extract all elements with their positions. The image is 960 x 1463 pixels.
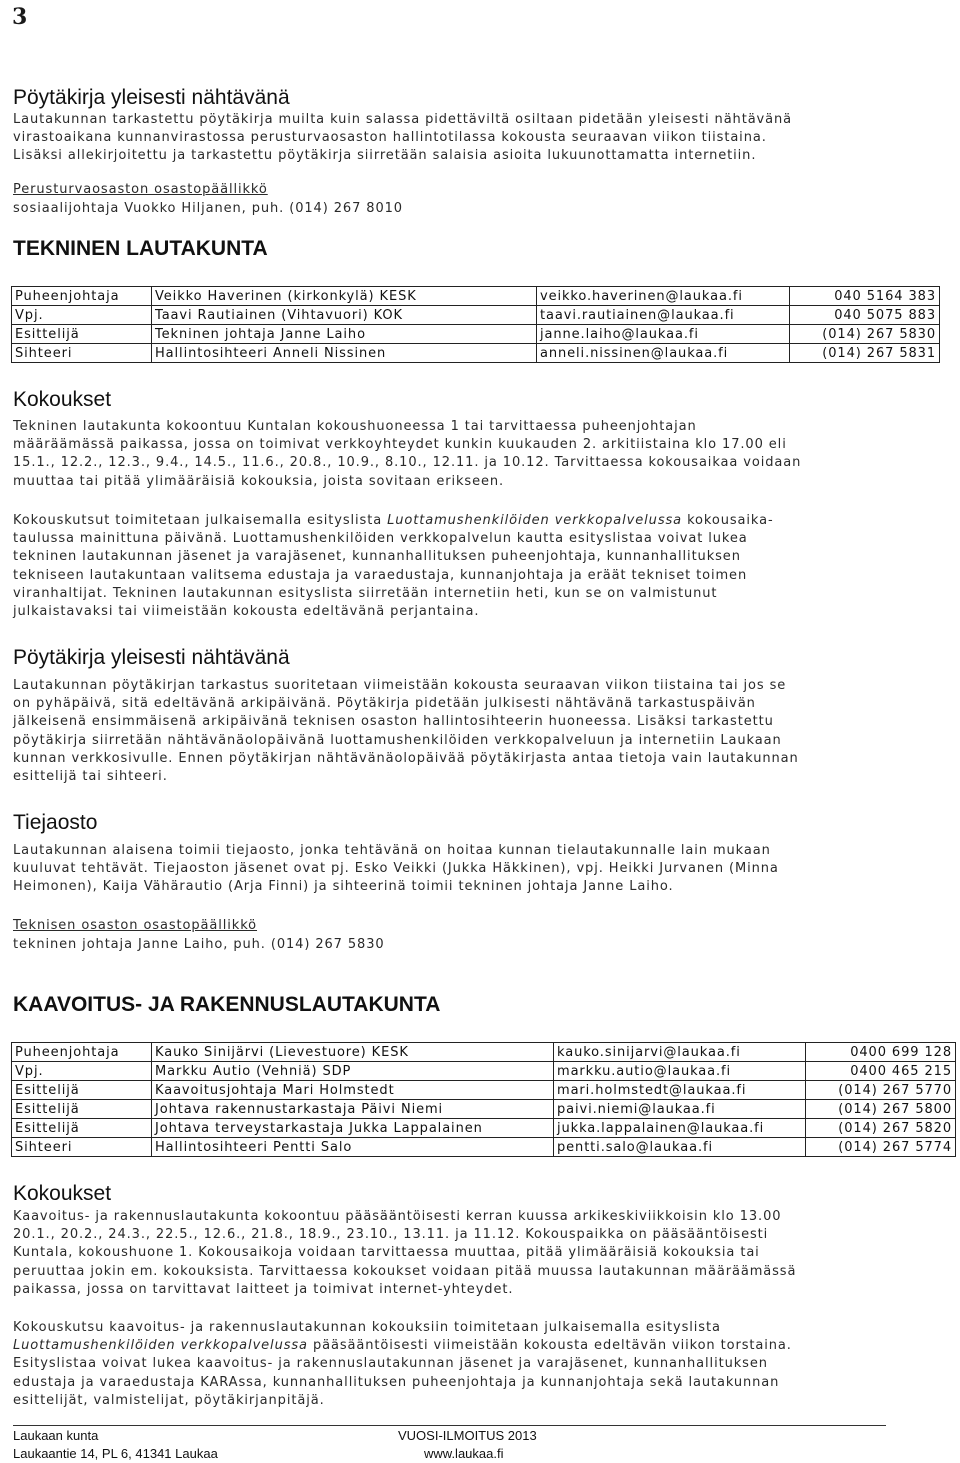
- footer-address: Laukaantie 14, PL 6, 41341 Laukaa: [13, 1446, 218, 1461]
- text-line: Lisäksi allekirjoitettu ja tarkastettu pöytäkirja siirretään salaisia asioita lukuunottamatta internetiin.: [13, 148, 757, 164]
- department-head-contact: tekninen johtaja Janne Laiho, puh. (014) 267 5830: [13, 937, 385, 952]
- footer-organization: Laukaan kunta: [13, 1428, 99, 1443]
- phone-cell: (014) 267 5800: [806, 1100, 956, 1119]
- email-cell: jukka.lappalainen@laukaa.fi: [554, 1119, 806, 1138]
- department-head-label: Teknisen osaston osastopäällikkö: [13, 918, 258, 933]
- table-row: [12, 344, 940, 363]
- name-cell: Hallintosihteeri Anneli Nissinen: [152, 344, 537, 363]
- text-line: pöytäkirja siirretään nähtävänäolopäivänä luottamushenkilöiden verkkopalveluun ja internetiin Laukaan: [13, 732, 782, 748]
- text-line: Lautakunnan tarkastettu pöytäkirja muilta kuin salassa pidettäviltä osiltaan pidetään yleisesti nähtävänä: [13, 112, 793, 127]
- email-cell: mari.holmstedt@laukaa.fi: [554, 1081, 806, 1100]
- text-line: muuttaa tai pitää ylimääräisiä kokouksia, joista sovitaan erikseen.: [13, 473, 505, 489]
- text-line: 20.1., 20.2., 24.3., 22.5., 12.6., 21.8., 18.9., 23.10., 13.11. ja 11.12. Kokouspaikka on pääsääntöisesti: [13, 1227, 769, 1243]
- text-line: [13, 1337, 948, 1355]
- page-number: 3: [12, 4, 28, 30]
- text-line: esittelijät, valmistelijat, pöytäkirjanpitäjä.: [13, 1392, 325, 1408]
- table-row: [12, 287, 940, 306]
- section-heading-poytakirja: Pöytäkirja yleisesti nähtävänä: [13, 86, 290, 109]
- footer-website: www.laukaa.fi: [424, 1446, 504, 1461]
- text-line: virastoaikana kunnanvirastossa perusturvaosaston hallintotilassa kokousta seuraavan viikon tiistaina.: [13, 130, 767, 146]
- committee-title-tekninen: TEKNINEN LAUTAKUNTA: [13, 237, 268, 260]
- text-line: esittelijä tai sihteeri.: [13, 769, 168, 785]
- table-row: [12, 325, 940, 344]
- poytakirja-paragraph: [13, 111, 948, 166]
- text-line: 15.1., 12.2., 12.3., 9.4., 14.5., 11.6., 20.8., 10.9., 8.10., 12.11. ja 10.12. Tarvittaessa kokousaikaa voidaan: [13, 455, 802, 471]
- text-line: Kokouskutsu kaavoitus- ja rakennuslautakunnan kokouksiin toimitetaan julkaisemalla esityslista: [13, 1320, 721, 1335]
- members-table-kaavoitus: [11, 1042, 956, 1157]
- poytakirja-tekninen-paragraph: [13, 677, 948, 786]
- role-cell: Vpj.: [12, 1062, 152, 1081]
- text-line: Kuntala, kokoushuone 1. Kokousaikoja voidaan tarvittaessa muuttaa, pitää ylimääräisiä kokouksia tai: [13, 1245, 760, 1261]
- phone-cell: (014) 267 5820: [806, 1119, 956, 1138]
- text-line: kuuluvat tehtävät. Tiejaoston jäsenet ovat pj. Esko Veikki (Jukka Häkkinen), vpj. Heikki Jurvanen (Minna: [13, 861, 779, 877]
- text-line: Lautakunnan pöytäkirjan tarkastus suoritetaan viimeistään kokousta seuraavan viikon tiistaina tai jos se: [13, 678, 787, 693]
- phone-cell: (014) 267 5830: [790, 325, 940, 344]
- text-line: Esityslistaa voivat lukea kaavoitus- ja rakennuslautakunnan jäsenet ja varajäsenet, kunnanhallituksen: [13, 1356, 768, 1372]
- text-line: [13, 512, 948, 530]
- role-cell: Esittelijä: [12, 325, 152, 344]
- text-line: edustaja ja varaedustaja KARAssa, kunnanhallituksen puheenjohtaja ja kunnanjohtaja sekä lautakunnan: [13, 1374, 780, 1390]
- phone-cell: (014) 267 5831: [790, 344, 940, 363]
- email-cell: taavi.rautiainen@laukaa.fi: [537, 306, 790, 325]
- text-line: paikassa, jossa on tarvittavat laitteet ja toimivat internet-yhteydet.: [13, 1281, 514, 1297]
- text-line: Lautakunnan alaisena toimii tiejaosto, jonka tehtävänä on hoitaa kunnan tielautakunnalle lain mukaan: [13, 843, 771, 858]
- section-heading-poytakirja-tekninen: Pöytäkirja yleisesti nähtävänä: [13, 646, 290, 669]
- footer-divider: [13, 1425, 886, 1426]
- email-cell: anneli.nissinen@laukaa.fi: [537, 344, 790, 363]
- role-cell: Esittelijä: [12, 1100, 152, 1119]
- department-head-label: Perusturvaosaston osastopäällikkö: [13, 182, 268, 197]
- text-line: julkaistavaksi tai viimeistään kokousta edeltävänä perjantaina.: [13, 604, 480, 620]
- tiejaosto-paragraph: [13, 842, 948, 897]
- phone-cell: 040 5075 883: [790, 306, 940, 325]
- role-cell: Puheenjohtaja: [12, 287, 152, 306]
- text-line: tekninen lautakunnan jäsenet ja varajäsenet, kunnanhallituksen puheenjohtaja, kunnanhallituksen: [13, 549, 741, 565]
- phone-cell: 040 5164 383: [790, 287, 940, 306]
- name-cell: Taavi Rautiainen (Vihtavuori) KOK: [152, 306, 537, 325]
- text-span: Kokouskutsut toimitetaan julkaisemalla esityslista: [13, 513, 388, 528]
- phone-cell: (014) 267 5774: [806, 1138, 956, 1157]
- text-line: on pyhäpäivä, sitä edeltävänä arkipäivänä. Pöytäkirja pidetään julkisesti nähtävänä tarkastuspäivän: [13, 696, 756, 712]
- footer-report-title: VUOSI-ILMOITUS 2013: [398, 1428, 537, 1443]
- name-cell: Hallintosihteeri Pentti Salo: [152, 1138, 554, 1157]
- role-cell: Puheenjohtaja: [12, 1043, 152, 1062]
- table-row: [12, 1062, 956, 1081]
- kokouskutsut-paragraph: [13, 512, 948, 621]
- table-row: [12, 1119, 956, 1138]
- name-cell: Tekninen johtaja Janne Laiho: [152, 325, 537, 344]
- text-line: Kaavoitus- ja rakennuslautakunta kokoontuu pääsääntöisesti kerran kuussa arkikeskiviikkoisin klo 13.00: [13, 1209, 782, 1224]
- text-line: Tekninen lautakunta kokoontuu Kuntalan kokoushuoneessa 1 tai tarvittaessa puheenjohtajan: [13, 419, 697, 434]
- name-cell: Kaavoitusjohtaja Mari Holmstedt: [152, 1081, 554, 1100]
- service-name: Luottamushenkilöiden verkkopalvelussa: [13, 1338, 308, 1354]
- kokoukset-kaavoitus-paragraph: [13, 1208, 948, 1299]
- section-heading-kokoukset: Kokoukset: [13, 388, 112, 411]
- email-cell: markku.autio@laukaa.fi: [554, 1062, 806, 1081]
- table-row: [12, 1081, 956, 1100]
- text-line: jälkeisenä ensimmäisenä arkipäivänä teknisen osaston hallintosihteerin huoneessa. Lisäksi tarkastettu: [13, 714, 774, 730]
- table-row: [12, 1138, 956, 1157]
- name-cell: Veikko Haverinen (kirkonkylä) KESK: [152, 287, 537, 306]
- section-heading-tiejaosto: Tiejaosto: [13, 811, 98, 834]
- table-row: [12, 1043, 956, 1062]
- members-table-tekninen: [11, 286, 940, 363]
- department-head-contact: sosiaalijohtaja Vuokko Hiljanen, puh. (014) 267 8010: [13, 201, 403, 216]
- role-cell: Sihteeri: [12, 344, 152, 363]
- name-cell: Markku Autio (Vehniä) SDP: [152, 1062, 554, 1081]
- text-line: kunnan verkkosivulle. Ennen pöytäkirjan nähtävänäolopäivää pöytäkirjasta antaa tietoja vain lautakunnan: [13, 750, 799, 766]
- name-cell: Kauko Sinijärvi (Lievestuore) KESK: [152, 1043, 554, 1062]
- table-row: [12, 306, 940, 325]
- text-line: Heimonen), Kaija Vähärautio (Arja Finni) ja sihteerinä toimii tekninen johtaja Janne Laiho.: [13, 879, 674, 895]
- phone-cell: (014) 267 5770: [806, 1081, 956, 1100]
- text-line: määräämässä paikassa, jossa on toimivat verkkoyhteydet kunkin kuukauden 2. arkitiistaina klo 17.00 eli: [13, 437, 787, 453]
- table-row: [12, 1100, 956, 1119]
- role-cell: Esittelijä: [12, 1081, 152, 1100]
- text-span: kokousaika-: [682, 513, 774, 528]
- name-cell: Johtava rakennustarkastaja Päivi Niemi: [152, 1100, 554, 1119]
- kokoukset-paragraph: [13, 418, 948, 491]
- name-cell: Johtava terveystarkastaja Jukka Lappalainen: [152, 1119, 554, 1138]
- kokouskutsu-kaavoitus-paragraph: [13, 1319, 948, 1410]
- email-cell: pentti.salo@laukaa.fi: [554, 1138, 806, 1157]
- text-span: pääsääntöisesti viimeistään kokousta edeltävän viikon torstaina.: [307, 1338, 792, 1354]
- text-line: taulussa mainittuna päivänä. Luottamushenkilöiden verkkopalvelun kautta esityslistaa voivat lukea: [13, 531, 748, 547]
- text-line: tekniseen lautakuntaan valitsema edustaja ja varaedustaja, kunnanjohtaja ja eräät tekniset toimen: [13, 567, 748, 583]
- service-name: Luottamushenkilöiden verkkopalvelussa: [387, 513, 683, 528]
- text-line: peruuttaa jokin em. kokouksista. Tarvittaessa kokoukset voidaan pitää muussa lautakunnan määräämässä: [13, 1263, 797, 1279]
- email-cell: kauko.sinijarvi@laukaa.fi: [554, 1043, 806, 1062]
- text-line: viranhaltijat. Tekninen lautakunnan esityslista siirretään internetiin heti, kun se on valmistunut: [13, 585, 718, 601]
- role-cell: Sihteeri: [12, 1138, 152, 1157]
- email-cell: paivi.niemi@laukaa.fi: [554, 1100, 806, 1119]
- committee-title-kaavoitus: KAAVOITUS- JA RAKENNUSLAUTAKUNTA: [13, 993, 441, 1016]
- phone-cell: 0400 465 215: [806, 1062, 956, 1081]
- phone-cell: 0400 699 128: [806, 1043, 956, 1062]
- role-cell: Esittelijä: [12, 1119, 152, 1138]
- section-heading-kokoukset-kaavoitus: Kokoukset: [13, 1182, 112, 1205]
- email-cell: janne.laiho@laukaa.fi: [537, 325, 790, 344]
- role-cell: Vpj.: [12, 306, 152, 325]
- email-cell: veikko.haverinen@laukaa.fi: [537, 287, 790, 306]
